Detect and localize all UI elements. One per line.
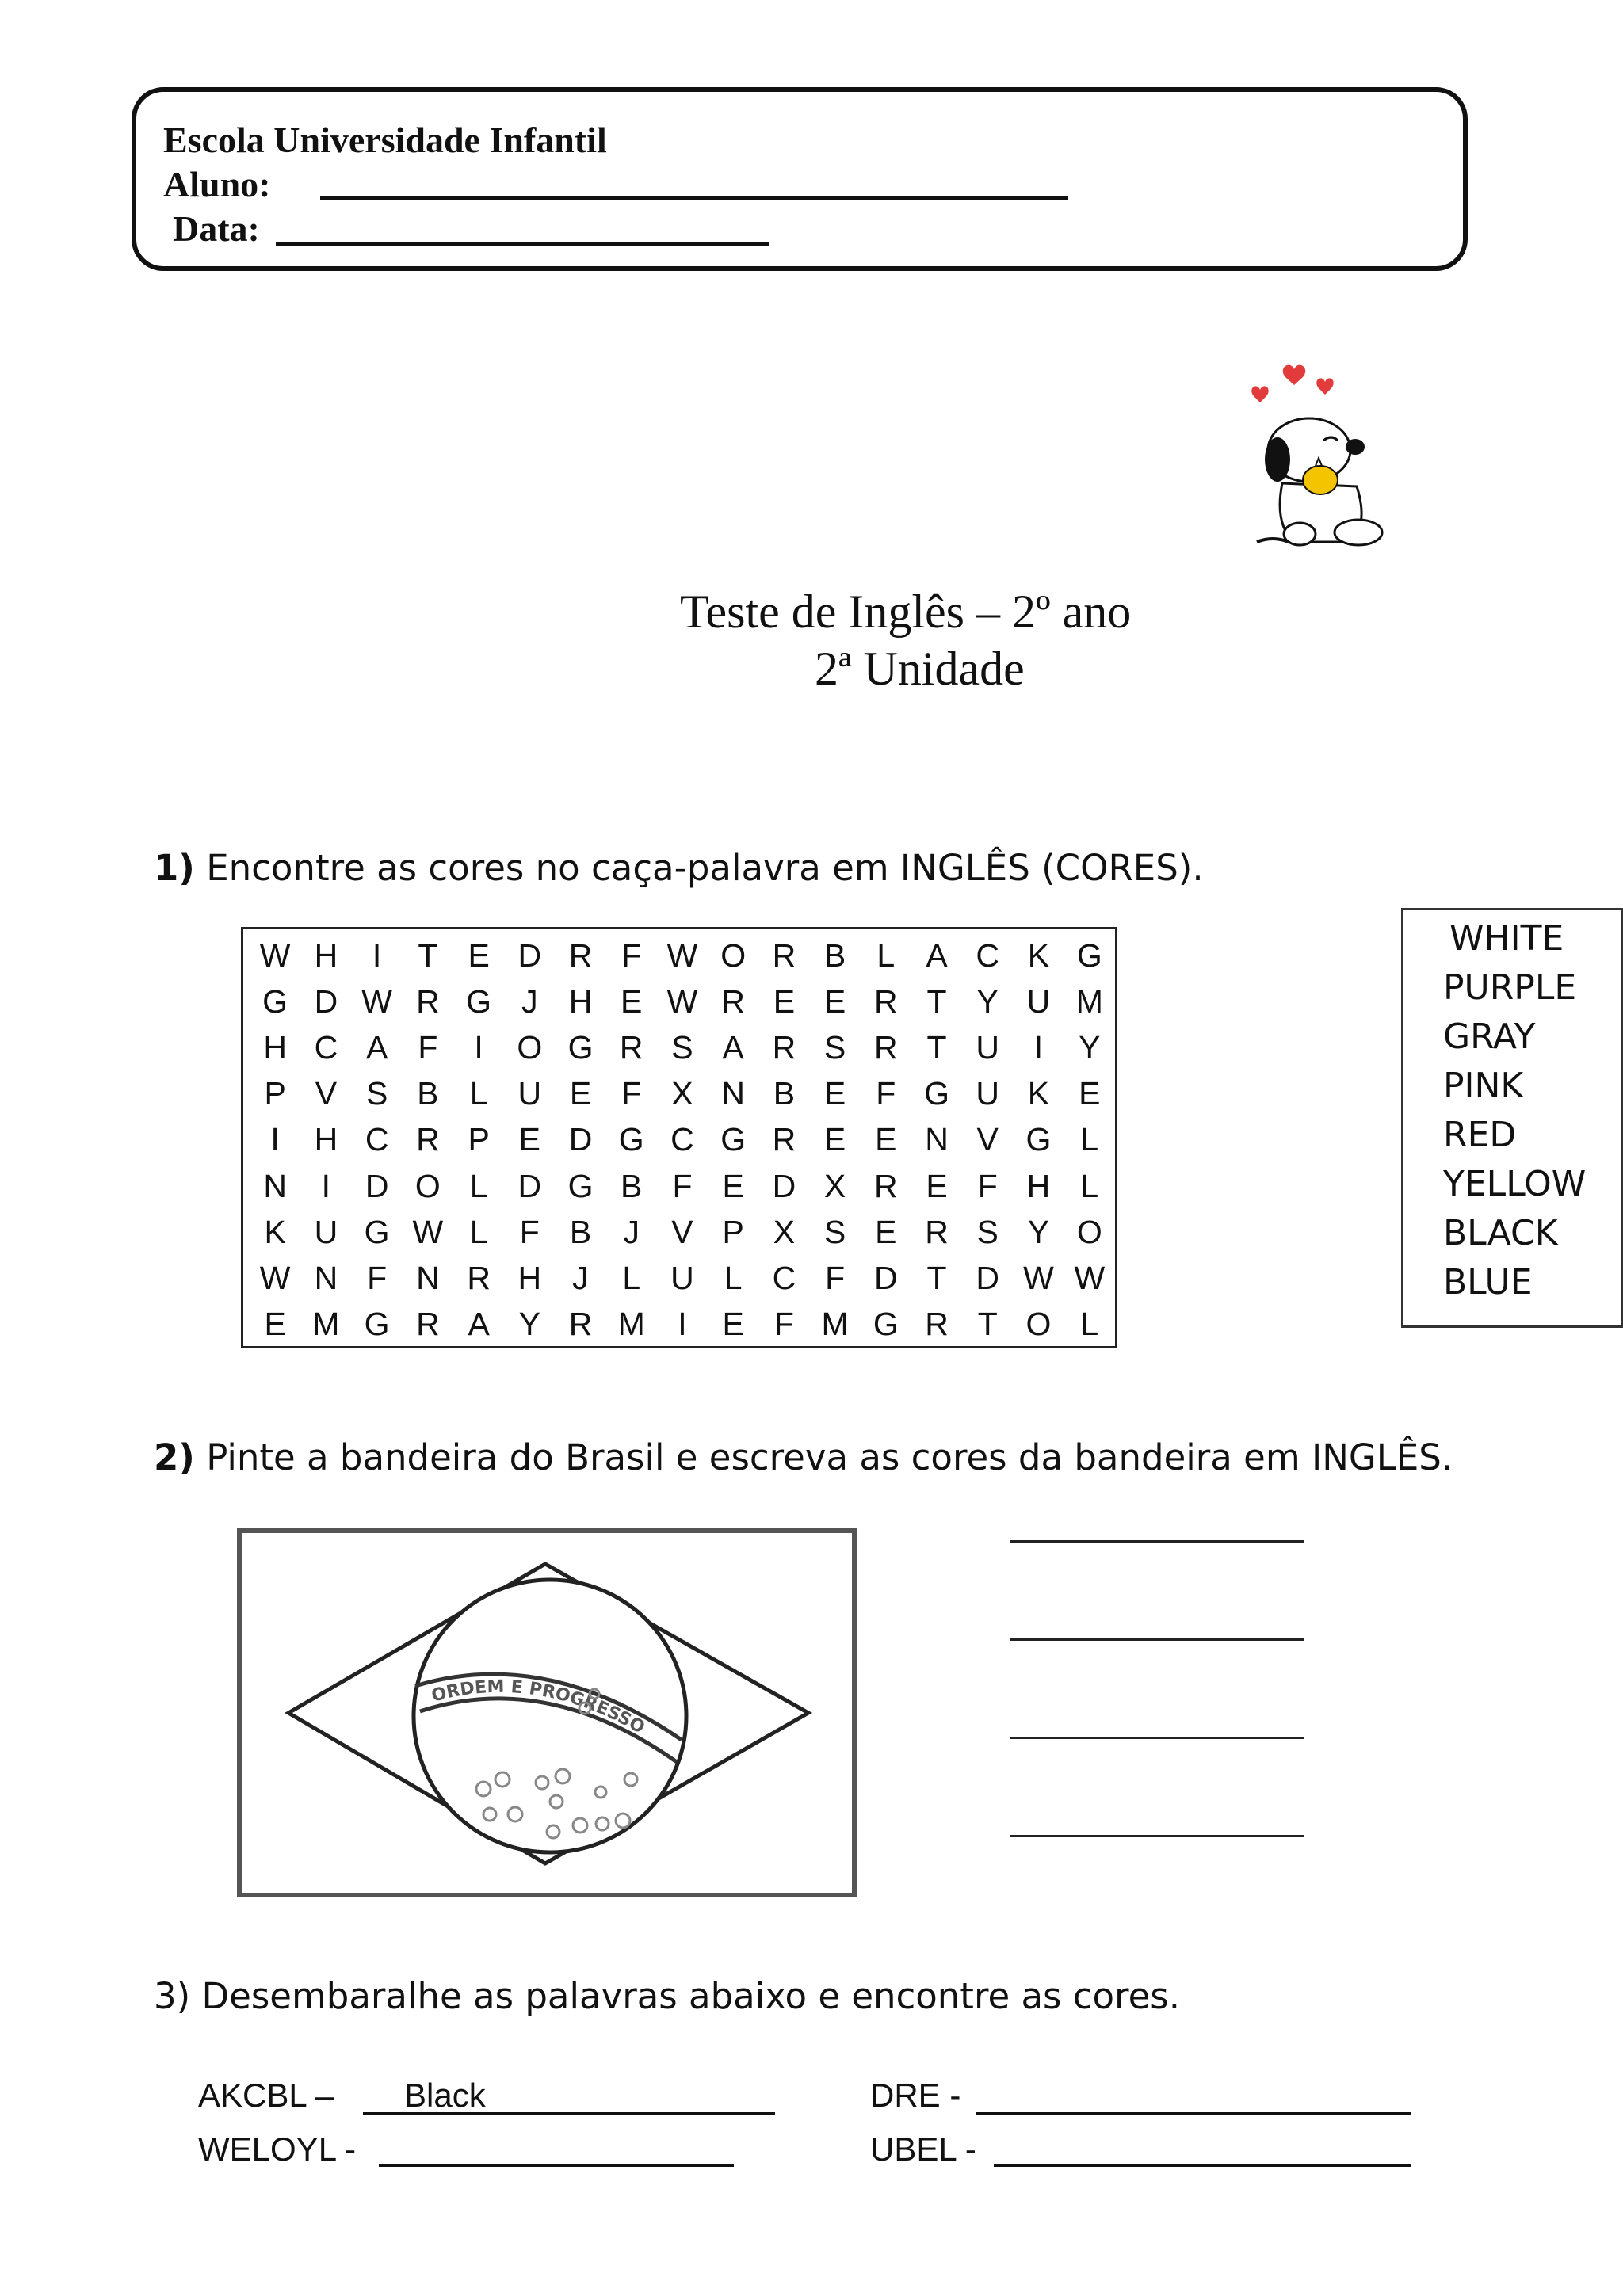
grid-letter[interactable]: V: [976, 1121, 999, 1158]
grid-letter[interactable]: E: [773, 982, 796, 1020]
school-name: Escola Universidade Infantil: [163, 120, 607, 160]
grid-row: [250, 1255, 1115, 1301]
grid-letter[interactable]: N: [416, 1259, 440, 1296]
grid-letter[interactable]: F: [876, 1075, 896, 1112]
student-label: Aluno:: [163, 164, 271, 204]
grid-letter[interactable]: C: [365, 1121, 389, 1158]
date-label: Data:: [173, 208, 260, 249]
grid-letter[interactable]: M: [1075, 982, 1103, 1020]
grid-letter[interactable]: O: [1025, 1306, 1052, 1343]
grid-letter[interactable]: E: [722, 1306, 744, 1343]
grid-letter[interactable]: F: [773, 1306, 794, 1343]
grid-letter[interactable]: A: [722, 1028, 744, 1066]
answer-line[interactable]: [363, 2112, 775, 2115]
grid-letter[interactable]: Y: [1027, 1213, 1050, 1250]
word-list-item: YELLOW: [1443, 1164, 1587, 1204]
flag-color-answer-line[interactable]: [1010, 1737, 1304, 1739]
grid-letter[interactable]: D: [517, 1167, 542, 1204]
grid-letter[interactable]: V: [315, 1075, 338, 1112]
grid-row: [250, 978, 1115, 1024]
grid-letter[interactable]: K: [1027, 936, 1050, 974]
grid-letter[interactable]: B: [621, 1167, 643, 1204]
unit-title: 2ª Unidade: [815, 643, 1025, 695]
grid-letter[interactable]: S: [976, 1213, 999, 1250]
grid-letter[interactable]: E: [264, 1306, 286, 1343]
question-2-number: 2): [154, 1436, 195, 1478]
word-search-table: [250, 933, 1115, 1348]
grid-letter[interactable]: F: [519, 1213, 540, 1250]
grid-letter[interactable]: E: [1079, 1075, 1101, 1112]
grid-letter[interactable]: B: [823, 936, 846, 974]
word-list-item: PINK: [1443, 1066, 1524, 1106]
word-list-item: PURPLE: [1443, 967, 1577, 1008]
grid-letter[interactable]: L: [1080, 1306, 1099, 1343]
grid-letter[interactable]: I: [270, 1121, 280, 1158]
scrambled-word: UBEL -: [870, 2130, 976, 2168]
answer-line[interactable]: [976, 2112, 1411, 2115]
scrambled-word: WELOYL -: [198, 2130, 357, 2168]
grid-letter[interactable]: F: [621, 936, 642, 974]
grid-letter[interactable]: E: [926, 1167, 948, 1204]
grid-letter[interactable]: L: [469, 1213, 488, 1250]
grid-letter[interactable]: R: [874, 1028, 898, 1066]
grid-letter[interactable]: H: [517, 1259, 542, 1296]
grid-letter[interactable]: O: [1076, 1213, 1102, 1250]
grid-letter[interactable]: G: [262, 982, 288, 1020]
grid-letter[interactable]: E: [468, 936, 490, 974]
question-3-text: 3) Desembaralhe as palavras abaixo e encontre as cores.: [154, 1975, 1181, 2017]
grid-letter[interactable]: G: [1025, 1121, 1052, 1158]
grid-letter[interactable]: D: [976, 1259, 1000, 1296]
grid-letter[interactable]: F: [418, 1028, 438, 1066]
grid-letter[interactable]: E: [518, 1121, 540, 1158]
grid-letter[interactable]: G: [567, 1167, 594, 1204]
grid-letter[interactable]: S: [823, 1028, 846, 1066]
word-list-item: BLACK: [1443, 1213, 1558, 1253]
grid-letter[interactable]: E: [875, 1213, 897, 1250]
grid-letter[interactable]: Y: [518, 1306, 540, 1343]
grid-letter[interactable]: H: [1026, 1167, 1051, 1204]
grid-letter[interactable]: G: [364, 1213, 390, 1250]
grid-letter[interactable]: P: [468, 1121, 490, 1158]
grid-letter[interactable]: X: [773, 1213, 796, 1250]
brazil-flag-outline[interactable]: [236, 1527, 857, 1898]
grid-letter[interactable]: M: [821, 1306, 849, 1343]
grid-letter[interactable]: G: [720, 1121, 747, 1158]
grid-letter[interactable]: C: [976, 936, 1000, 974]
grid-letter[interactable]: F: [367, 1259, 388, 1296]
grid-letter[interactable]: I: [474, 1028, 483, 1066]
grid-letter[interactable]: W: [412, 1213, 444, 1250]
grid-row: [250, 1117, 1115, 1163]
grid-letter[interactable]: T: [926, 1259, 947, 1296]
grid-letter[interactable]: H: [314, 1121, 338, 1158]
grid-letter[interactable]: B: [569, 1213, 592, 1250]
grid-letter[interactable]: D: [874, 1259, 898, 1296]
grid-letter[interactable]: A: [926, 936, 948, 974]
grid-row: [250, 1024, 1115, 1070]
grid-letter[interactable]: I: [321, 1167, 331, 1204]
grid-letter[interactable]: G: [364, 1306, 390, 1343]
grid-letter[interactable]: K: [1027, 1075, 1050, 1112]
grid-letter[interactable]: Y: [1079, 1028, 1101, 1066]
snoopy-illustration: [1236, 364, 1482, 555]
student-name-field[interactable]: [320, 196, 1068, 200]
grid-letter[interactable]: U: [976, 1075, 1000, 1112]
grid-letter[interactable]: H: [568, 982, 593, 1020]
grid-row: [250, 1071, 1115, 1117]
grid-letter[interactable]: O: [517, 1028, 543, 1066]
grid-letter[interactable]: R: [925, 1213, 949, 1250]
grid-letter[interactable]: F: [977, 1167, 998, 1204]
grid-letter[interactable]: S: [671, 1028, 693, 1066]
grid-letter[interactable]: C: [314, 1028, 338, 1066]
answer-filled: Black: [404, 2077, 486, 2114]
grid-letter[interactable]: R: [619, 1028, 643, 1066]
grid-letter[interactable]: G: [1076, 936, 1102, 974]
scrambled-word: AKCBL –: [198, 2077, 334, 2114]
grid-letter[interactable]: O: [414, 1167, 441, 1204]
grid-letter[interactable]: W: [1023, 1259, 1054, 1296]
grid-letter[interactable]: Y: [976, 982, 999, 1020]
grid-letter[interactable]: E: [621, 982, 643, 1020]
grid-letter[interactable]: E: [823, 1121, 846, 1158]
grid-letter[interactable]: M: [312, 1306, 340, 1343]
grid-letter[interactable]: F: [621, 1075, 642, 1112]
grid-letter[interactable]: L: [469, 1075, 488, 1112]
flag-color-answer-line[interactable]: [1010, 1638, 1304, 1641]
grid-letter[interactable]: D: [517, 936, 542, 974]
grid-letter[interactable]: R: [874, 1167, 898, 1204]
grid-letter[interactable]: V: [671, 1213, 693, 1250]
grid-letter[interactable]: L: [724, 1259, 743, 1296]
question-1-number: 1): [154, 847, 195, 889]
grid-letter[interactable]: N: [925, 1121, 949, 1158]
grid-letter[interactable]: D: [314, 982, 338, 1020]
grid-letter[interactable]: L: [876, 936, 896, 974]
grid-letter[interactable]: U: [517, 1075, 542, 1112]
grid-letter[interactable]: D: [772, 1167, 796, 1204]
grid-letter[interactable]: T: [926, 1028, 947, 1066]
grid-letter[interactable]: J: [572, 1259, 589, 1296]
grid-row: [250, 1302, 1115, 1348]
grid-letter[interactable]: A: [365, 1028, 388, 1066]
grid-letter[interactable]: W: [259, 1259, 291, 1296]
grid-letter[interactable]: R: [772, 936, 796, 974]
grid-letter[interactable]: S: [823, 1213, 846, 1250]
grid-letter[interactable]: O: [720, 936, 747, 974]
grid-letter[interactable]: J: [623, 1213, 640, 1250]
grid-letter[interactable]: I: [1033, 1028, 1044, 1066]
grid-letter[interactable]: R: [772, 1121, 796, 1158]
grid-letter[interactable]: T: [926, 982, 947, 1020]
question-2-text: Pinte a bandeira do Brasil e escreva as cores da bandeira em INGLÊS.: [206, 1436, 1453, 1478]
grid-letter[interactable]: B: [773, 1075, 796, 1112]
grid-letter[interactable]: E: [875, 1121, 897, 1158]
grid-letter[interactable]: E: [823, 1075, 846, 1112]
grid-letter[interactable]: U: [1026, 982, 1051, 1020]
grid-letter[interactable]: L: [622, 1259, 641, 1296]
grid-letter[interactable]: C: [670, 1121, 694, 1158]
grid-letter[interactable]: H: [314, 936, 338, 974]
word-list-item: BLUE: [1443, 1262, 1533, 1302]
grid-letter[interactable]: P: [264, 1075, 286, 1112]
grid-letter[interactable]: R: [568, 936, 593, 974]
grid-letter[interactable]: R: [925, 1306, 949, 1343]
grid-letter[interactable]: R: [721, 982, 746, 1020]
grid-letter[interactable]: G: [873, 1306, 899, 1343]
grid-letter[interactable]: X: [671, 1075, 693, 1112]
word-search-grid: [241, 927, 1117, 1348]
grid-letter[interactable]: J: [521, 982, 538, 1020]
grid-letter[interactable]: U: [670, 1259, 694, 1296]
grid-letter[interactable]: T: [977, 1306, 998, 1343]
grid-letter[interactable]: P: [722, 1213, 744, 1250]
test-title: Teste de Inglês – 2º ano: [680, 585, 1132, 638]
grid-letter[interactable]: L: [1080, 1121, 1099, 1158]
grid-letter[interactable]: D: [568, 1121, 593, 1158]
grid-letter[interactable]: E: [823, 982, 846, 1020]
answer-line[interactable]: [379, 2164, 734, 2167]
question-1-text: Encontre as cores no caça-palavra em INGLÊS (CORES).: [206, 847, 1204, 889]
grid-letter[interactable]: N: [721, 1075, 746, 1112]
date-field[interactable]: [276, 242, 769, 246]
flag-color-answer-line[interactable]: [1010, 1540, 1304, 1543]
word-list-item: WHITE: [1449, 918, 1564, 959]
grid-letter[interactable]: F: [672, 1167, 693, 1204]
grid-letter[interactable]: B: [417, 1075, 439, 1112]
answer-line[interactable]: [994, 2164, 1411, 2167]
flag-color-answer-line[interactable]: [1010, 1835, 1304, 1837]
grid-row: [250, 1163, 1115, 1209]
flag-motto: ORDEM E PROGRESSO: [430, 1676, 648, 1738]
grid-letter[interactable]: W: [259, 936, 291, 974]
grid-letter[interactable]: M: [617, 1306, 645, 1343]
scrambled-word: DRE -: [870, 2077, 961, 2114]
grid-letter[interactable]: R: [568, 1306, 593, 1343]
grid-letter[interactable]: C: [772, 1259, 796, 1296]
grid-letter[interactable]: A: [468, 1306, 490, 1343]
grid-letter[interactable]: G: [567, 1028, 594, 1066]
grid-letter[interactable]: G: [466, 982, 492, 1020]
grid-letter[interactable]: W: [666, 982, 698, 1020]
word-list-box: [1401, 908, 1623, 1328]
grid-letter[interactable]: G: [924, 1075, 949, 1112]
grid-letter[interactable]: I: [372, 936, 382, 974]
grid-letter[interactable]: X: [823, 1167, 846, 1204]
grid-letter[interactable]: H: [263, 1028, 287, 1066]
word-list-item: RED: [1443, 1115, 1517, 1155]
grid-letter[interactable]: U: [314, 1213, 338, 1250]
question-2: [154, 1436, 1453, 1480]
grid-letter[interactable]: W: [666, 936, 698, 974]
grid-letter[interactable]: R: [467, 1259, 491, 1296]
grid-letter[interactable]: N: [314, 1259, 338, 1296]
grid-letter[interactable]: U: [976, 1028, 1000, 1066]
grid-letter[interactable]: E: [722, 1167, 744, 1204]
grid-letter[interactable]: D: [365, 1167, 389, 1204]
grid-letter[interactable]: W: [1074, 1259, 1106, 1296]
grid-letter[interactable]: K: [264, 1213, 286, 1250]
grid-letter[interactable]: R: [416, 1121, 440, 1158]
question-1: [154, 846, 1204, 891]
grid-letter[interactable]: E: [569, 1075, 592, 1112]
grid-letter[interactable]: S: [365, 1075, 388, 1112]
grid-letter[interactable]: R: [874, 982, 898, 1020]
grid-letter[interactable]: I: [678, 1306, 687, 1343]
grid-letter[interactable]: W: [361, 982, 392, 1020]
grid-letter[interactable]: R: [416, 982, 440, 1020]
grid-letter[interactable]: L: [1080, 1167, 1099, 1204]
grid-row: [250, 933, 1115, 978]
grid-row: [250, 1209, 1115, 1255]
grid-letter[interactable]: R: [772, 1028, 796, 1066]
grid-letter[interactable]: R: [416, 1306, 440, 1343]
grid-letter[interactable]: N: [263, 1167, 287, 1204]
word-list-item: GRAY: [1443, 1016, 1536, 1057]
grid-letter[interactable]: F: [825, 1259, 846, 1296]
grid-letter[interactable]: L: [469, 1167, 488, 1204]
grid-letter[interactable]: T: [418, 936, 438, 974]
grid-letter[interactable]: G: [618, 1121, 644, 1158]
